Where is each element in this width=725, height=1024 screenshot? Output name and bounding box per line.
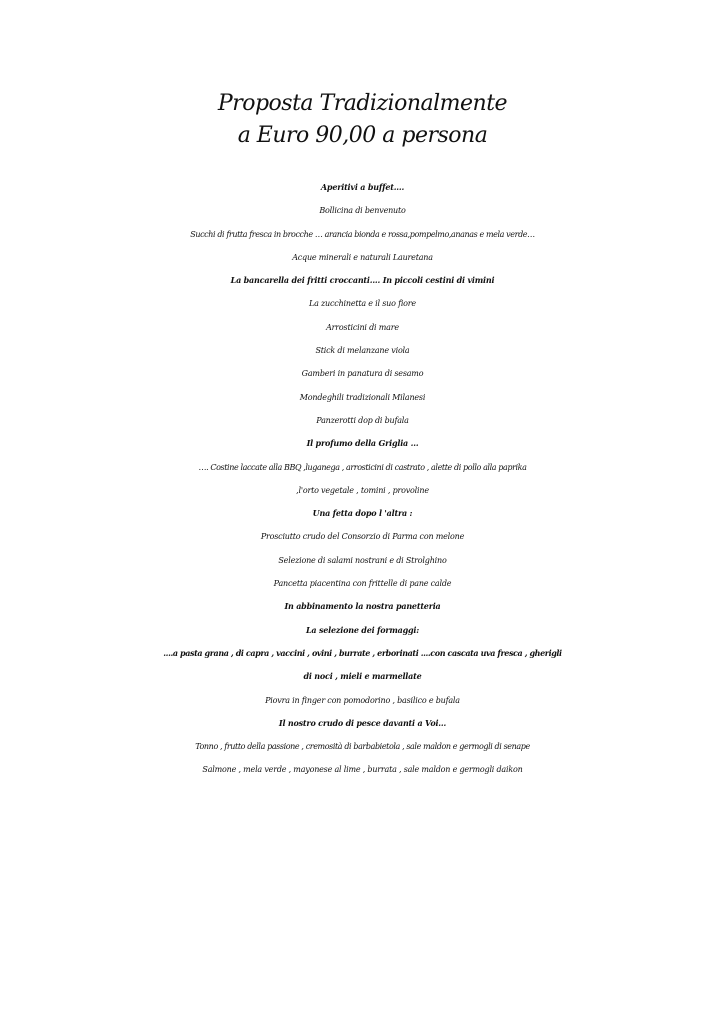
- menu-item: …. Costine laccate alla BBQ ,luganega , arrosticini di castrato , alette di pollo alla paprika: [198, 462, 527, 472]
- menu-section-heading: di noci , mieli e marmellate: [303, 671, 422, 682]
- menu-section-heading: La selezione dei formaggi:: [305, 624, 420, 635]
- menu-section-heading: ....a pasta grana , di capra , vaccini , ovini , burrate , erborinati ....con cascata uva fresca , gherigli: [163, 647, 562, 658]
- title-line-1: Proposta Tradizionalmente: [217, 91, 508, 116]
- menu-item: Stick di melanzane viola: [315, 346, 410, 356]
- menu-section-heading: Il profumo della Griglia …: [306, 438, 419, 449]
- menu-item: Pancetta piacentina con frittelle di pane calde: [273, 579, 452, 589]
- menu-section-heading: Aperitivi a buffet....: [320, 182, 405, 192]
- menu-item: Salmone , mela verde , mayonese al lime , burrata , sale maldon e germogli daikon: [202, 765, 523, 775]
- menu-item: Arrosticini di mare: [326, 322, 399, 332]
- menu-section-heading: La bancarella dei fritti croccanti.... In piccoli cestini di vimini: [230, 275, 495, 286]
- menu-item: Selezione di salami nostrani e di Strolghino: [278, 555, 447, 565]
- menu-item: Gamberi in panatura di sesamo: [301, 369, 424, 379]
- menu-item: Panzerotti dop di bufala: [316, 415, 409, 425]
- page-title: [0, 88, 725, 152]
- title-line-2: a Euro 90,00 a persona: [237, 123, 488, 148]
- menu-item: Tonno , frutto della passione , cremosità di barbabietola , sale maldon e germogli di senape: [195, 742, 530, 752]
- menu-section-heading: Una fetta dopo l 'altra :: [312, 508, 413, 519]
- menu-item: Piovra in finger con pomodorino , basilico e bufala: [265, 695, 460, 705]
- menu-section-heading: In abbinamento la nostra panetteria: [284, 601, 441, 612]
- menu-item: Bollicina di benvenuto: [319, 206, 406, 216]
- menu-item: La zucchinetta e il suo fiore: [309, 299, 416, 309]
- menu-list: [0, 176, 725, 782]
- menu-item: Succhi di frutta fresca in brocche … arancia bionda e rossa,pompelmo,ananas e mela verde…: [190, 229, 535, 239]
- menu-item: Prosciutto crudo del Consorzio di Parma con melone: [260, 532, 465, 542]
- menu-item: Acque minerali e naturali Lauretana: [292, 252, 433, 262]
- menu-item: ,l'orto vegetale , tomini , provoline: [296, 485, 429, 495]
- menu-item: Mondeghili tradizionali Milanesi: [299, 392, 426, 402]
- menu-section-heading: Il nostro crudo di pesce davanti a Voi…: [278, 717, 447, 728]
